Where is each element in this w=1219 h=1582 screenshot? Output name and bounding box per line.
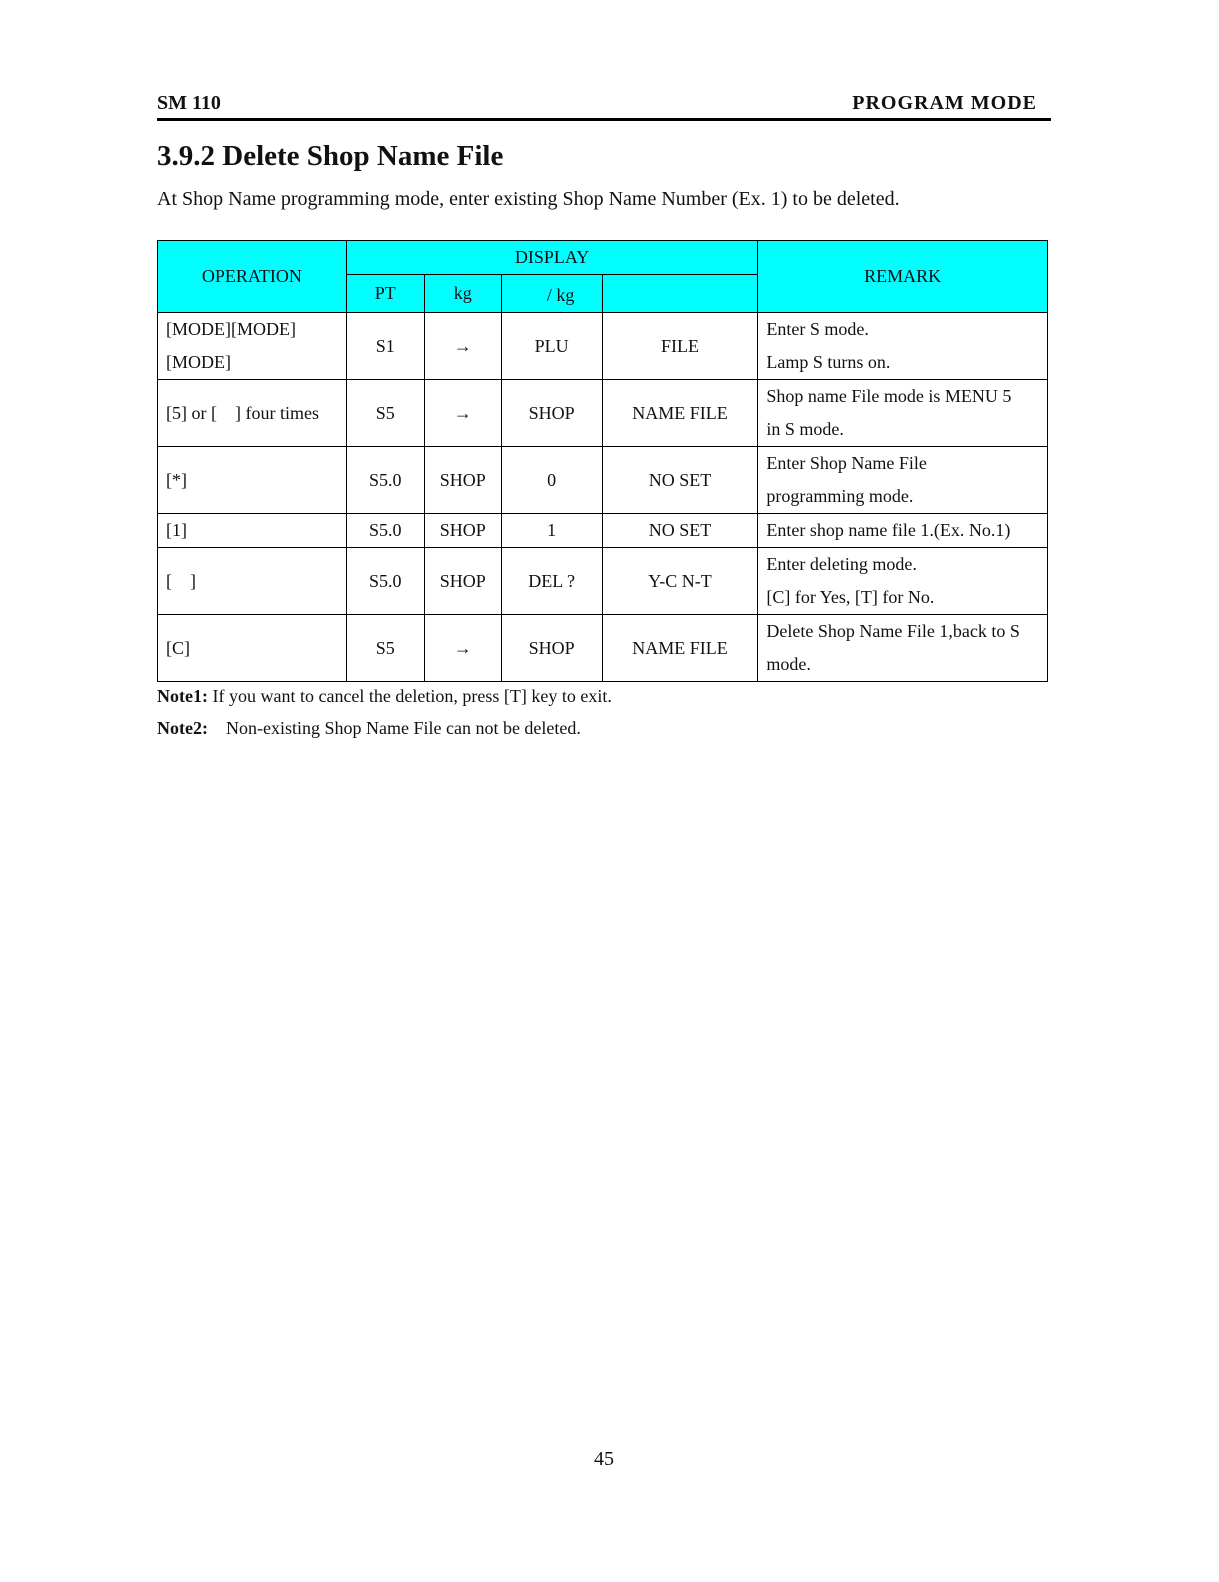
price-cell: NO SET: [602, 447, 758, 514]
remark-line: Shop name File mode is MENU 5: [766, 386, 1012, 406]
remark-line: Enter shop name file 1.(Ex. No.1): [766, 520, 1011, 540]
kg-cell: →: [424, 313, 501, 380]
unit-price-cell: DEL ?: [501, 548, 602, 615]
header-kg: kg: [424, 275, 501, 313]
header-remark: REMARK: [758, 241, 1048, 313]
remark-line: in S mode.: [766, 419, 844, 439]
note-1: [157, 680, 612, 712]
kg-cell: →: [424, 380, 501, 447]
price-cell: NAME FILE: [602, 615, 758, 682]
note-2-label: Note2:: [157, 718, 208, 738]
unit-price-cell: 1: [501, 514, 602, 548]
header-pt: PT: [346, 275, 424, 313]
pt-cell: S5.0: [346, 447, 424, 514]
price-cell: NO SET: [602, 514, 758, 548]
remark-line: Enter Shop Name File: [766, 453, 927, 473]
header-chapter: PROGRAM MODE: [852, 92, 1037, 114]
kg-cell: →: [424, 615, 501, 682]
intro-paragraph: At Shop Name programming mode, enter existing Shop Name Number (Ex. 1) to be deleted.: [157, 188, 900, 210]
operation-cell: [C]: [158, 615, 347, 682]
remark-cell: [758, 548, 1048, 615]
operation-table: [157, 240, 1048, 682]
page-number: 45: [594, 1448, 614, 1470]
remark-cell: [758, 313, 1048, 380]
unit-price-cell: PLU: [501, 313, 602, 380]
header-model: SM 110: [157, 92, 221, 114]
table-row: [158, 514, 1048, 548]
note-1-label: Note1:: [157, 686, 208, 706]
notes: [157, 680, 612, 744]
table-row: [158, 447, 1048, 514]
remark-line: Delete Shop Name File 1,back to S: [766, 621, 1020, 641]
remark-line: mode.: [766, 654, 811, 674]
price-cell: FILE: [602, 313, 758, 380]
kg-cell: SHOP: [424, 447, 501, 514]
operation-cell: [5] or [ ] four times: [158, 380, 347, 447]
header-display: DISPLAY: [346, 241, 758, 275]
table-row: [158, 380, 1048, 447]
header-price: [602, 275, 758, 313]
table-row: [158, 548, 1048, 615]
remark-line: Lamp S turns on.: [766, 352, 891, 372]
table-row: [158, 615, 1048, 682]
note-1-text: If you want to cancel the deletion, press [T] key to exit.: [207, 686, 612, 706]
price-cell: Y-C N-T: [602, 548, 758, 615]
header-price-per-kg: / kg: [501, 275, 602, 313]
pt-cell: S5.0: [346, 548, 424, 615]
operation-cell: [1]: [158, 514, 347, 548]
note-2-text: Non-existing Shop Name File can not be deleted.: [225, 718, 581, 738]
remark-line: programming mode.: [766, 486, 914, 506]
kg-cell: SHOP: [424, 548, 501, 615]
kg-cell: SHOP: [424, 514, 501, 548]
price-cell: NAME FILE: [602, 380, 758, 447]
remark-cell: [758, 514, 1048, 548]
note-2: [157, 712, 612, 744]
unit-price-cell: 0: [501, 447, 602, 514]
remark-line: Enter deleting mode.: [766, 554, 917, 574]
pt-cell: S5.0: [346, 514, 424, 548]
running-header: [157, 90, 1051, 121]
remark-cell: [758, 615, 1048, 682]
unit-price-cell: SHOP: [501, 615, 602, 682]
pt-cell: S1: [346, 313, 424, 380]
table-row: [158, 313, 1048, 380]
remark-cell: [758, 447, 1048, 514]
pt-cell: S5: [346, 615, 424, 682]
operation-cell: [ ]: [158, 548, 347, 615]
remark-line: [C] for Yes, [T] for No.: [766, 587, 935, 607]
unit-price-cell: SHOP: [501, 380, 602, 447]
operation-cell: [MODE][MODE] [MODE]: [158, 313, 347, 380]
section-title: 3.9.2 Delete Shop Name File: [157, 140, 504, 172]
operation-cell: [*]: [158, 447, 347, 514]
remark-line: Enter S mode.: [766, 319, 869, 339]
pt-cell: S5: [346, 380, 424, 447]
remark-cell: [758, 380, 1048, 447]
header-operation: OPERATION: [158, 241, 347, 313]
